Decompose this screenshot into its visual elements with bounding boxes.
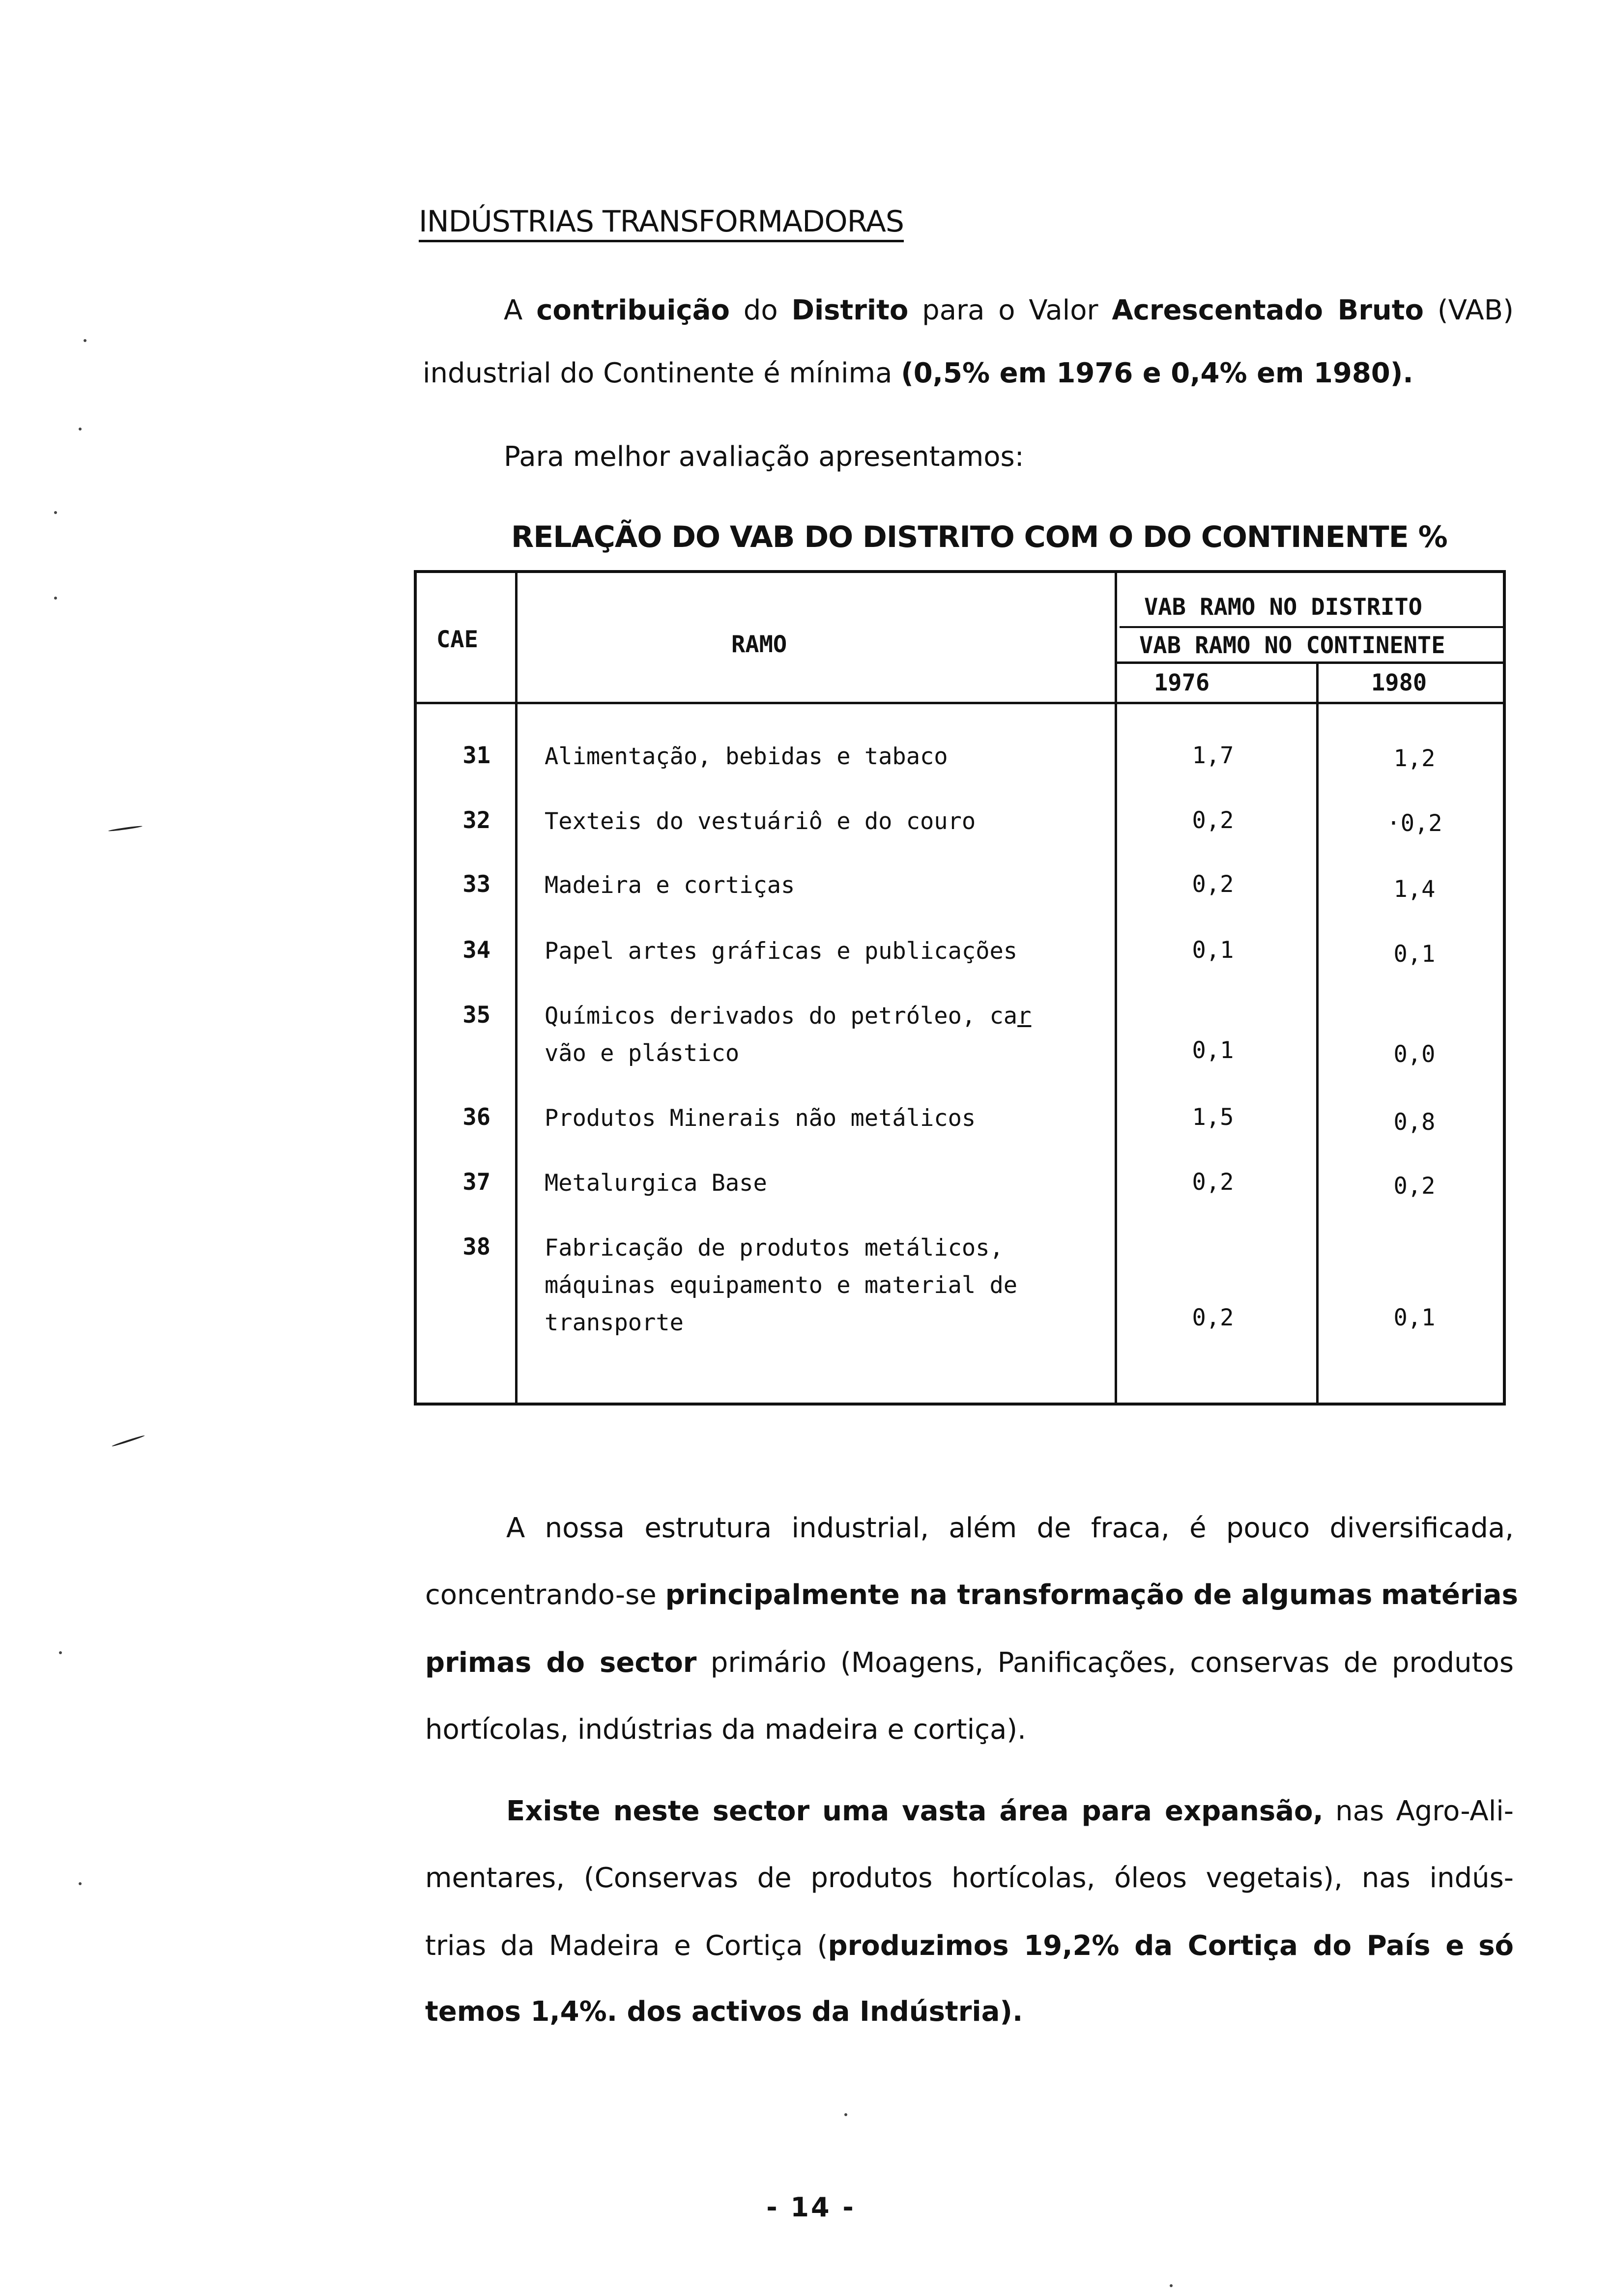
scan-mark <box>108 825 143 832</box>
section-heading: INDÚSTRIAS TRANSFORMADORAS <box>419 205 904 242</box>
table-row-cae: 32 <box>462 807 490 834</box>
table-row-1980: 1,4 <box>1393 876 1436 903</box>
ratio-fraction-bar <box>1120 626 1503 628</box>
vab-table <box>414 570 1506 1406</box>
scan-dot <box>54 597 57 600</box>
header-ratio-bottom: VAB RAMO NO CONTINENTE <box>1139 632 1445 659</box>
para3-line-2: mentares, (Conservas de produtos hortícolas, óleos vegetais), nas indús- <box>425 1862 1514 1894</box>
scan-dot <box>79 428 82 430</box>
table-row-1980: 0,0 <box>1393 1041 1436 1068</box>
table-row-cae: 31 <box>462 742 490 769</box>
table-row-1976: 1,5 <box>1192 1104 1234 1131</box>
para2-line-2: concentrando-se principalmente na transformação de algumas matérias <box>425 1579 1518 1611</box>
table-row-ramo: Fabricação de produtos metálicos, máquinas equipamento e material de transporte <box>545 1234 1018 1336</box>
table-row-1980: 0,8 <box>1393 1109 1436 1136</box>
para3-line-4: temos 1,4%. dos activos da Indústria). <box>425 1996 1023 2028</box>
para3-line-3: trias da Madeira e Cortiça (produzimos 19,2% da Cortiça do País e só <box>425 1930 1514 1962</box>
col-divider-cae <box>515 573 518 1403</box>
table-row-1976: 0,2 <box>1192 807 1234 834</box>
page-number: - 14 - <box>766 2192 856 2223</box>
table-row-ramo: Texteis do vestuáriô e do couro <box>545 808 976 835</box>
scan-dot <box>54 511 57 514</box>
header-year-1976: 1976 <box>1154 669 1210 696</box>
table-row-1980: 0,1 <box>1393 1304 1436 1331</box>
table-row-1980: 0,2 <box>1393 1173 1436 1200</box>
scan-mark <box>112 1435 145 1447</box>
table-row-1976: 1,7 <box>1192 742 1234 769</box>
scan-dot <box>79 1882 82 1885</box>
table-row-1980: 0,1 <box>1393 941 1436 968</box>
intro-line-3: Para melhor avaliação apresentamos: <box>504 441 1024 473</box>
table-row-cae: 33 <box>462 871 490 898</box>
table-row-1980: 1,2 <box>1393 745 1436 772</box>
scan-dot <box>844 2113 847 2116</box>
table-row-1976: 0,1 <box>1192 1037 1234 1064</box>
table-row-1976: 0,2 <box>1192 871 1234 898</box>
table-row-cae: 34 <box>462 937 490 964</box>
table-row-1976: 0,2 <box>1192 1304 1234 1331</box>
header-ratio-top: VAB RAMO NO DISTRITO <box>1144 594 1422 621</box>
table-row-cae: 35 <box>462 1002 490 1029</box>
header-cae: CAE <box>436 626 478 653</box>
scan-dot <box>59 1651 62 1654</box>
header-ramo: RAMO <box>731 631 787 658</box>
intro-line-1: A contribuição do Distrito para o Valor Acrescentado Bruto (VAB) <box>504 294 1514 326</box>
table-row-ramo: Papel artes gráficas e publicações <box>545 938 1018 965</box>
table-row-ramo: Metalurgica Base <box>545 1170 767 1197</box>
para2-line-4: hortícolas, indústrias da madeira e cortiça). <box>425 1714 1026 1746</box>
table-row-ramo: Produtos Minerais não metálicos <box>545 1105 976 1132</box>
year-header-line <box>1115 661 1503 664</box>
table-row-cae: 36 <box>462 1104 490 1131</box>
header-year-1980: 1980 <box>1371 669 1427 696</box>
col-divider-years <box>1316 663 1319 1403</box>
table-title: RELAÇÃO DO VAB DO DISTRITO COM O DO CONTINENTE % <box>511 520 1447 554</box>
table-row-1976: 0,2 <box>1192 1169 1234 1196</box>
intro-line-2: industrial do Continente é mínima (0,5% em 1976 e 0,4% em 1980). <box>423 357 1413 389</box>
scan-dot <box>84 339 86 342</box>
header-bottom-line <box>417 702 1503 704</box>
table-row-1976: 0,1 <box>1192 937 1234 964</box>
table-row-1980: ·0,2 <box>1386 810 1442 837</box>
table-row-cae: 37 <box>462 1169 490 1196</box>
para2-line-3: primas do sector primário (Moagens, Panificações, conservas de produtos <box>425 1647 1514 1679</box>
para3-line-1: Existe neste sector uma vasta área para expansão, nas Agro-Ali- <box>506 1795 1514 1827</box>
scan-dot <box>1170 2284 1173 2287</box>
table-row-ramo: Alimentação, bebidas e tabaco <box>545 743 948 770</box>
table-row-cae: 38 <box>462 1234 490 1261</box>
table-row-ramo: Madeira e cortiças <box>545 872 795 899</box>
para2-line-1: A nossa estrutura industrial, além de fraca, é pouco diversificada, <box>506 1512 1514 1544</box>
table-row-ramo: Químicos derivados do petróleo, car vão e plástico <box>545 1003 1032 1067</box>
